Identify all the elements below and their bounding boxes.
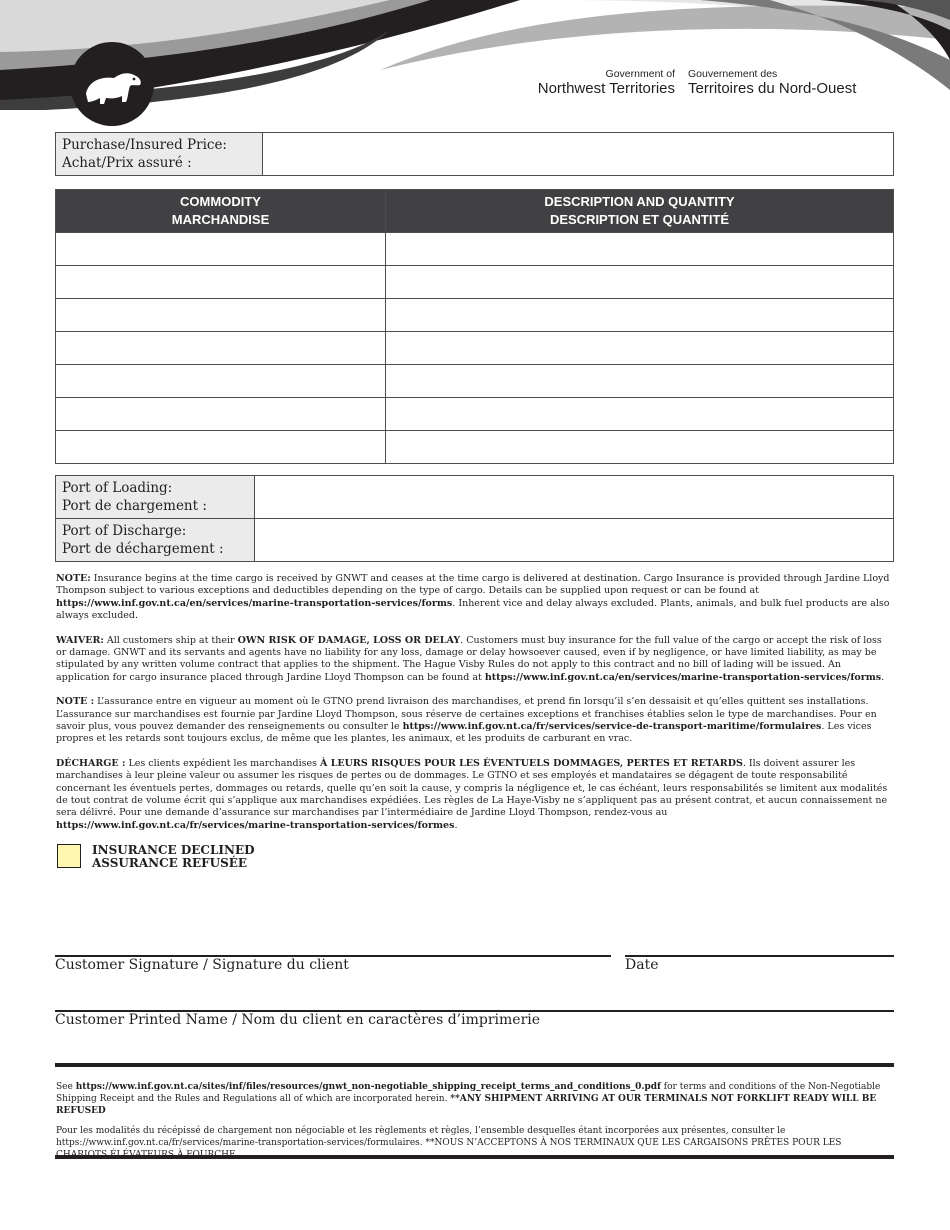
description-header-en: DESCRIPTION AND QUANTITY — [544, 194, 735, 209]
commodity-cell[interactable] — [56, 431, 386, 464]
price-input-cell[interactable] — [263, 133, 894, 176]
port-discharge-label-en: Port of Discharge: — [62, 523, 187, 539]
gnwt-polar-bear-logo — [70, 42, 154, 126]
table-row — [56, 398, 894, 431]
waiver-en-paragraph — [56, 635, 894, 684]
waiver-label: WAIVER: — [56, 634, 104, 646]
gov-fr-big: Territoires du Nord-Ouest — [688, 80, 857, 97]
printed-name-label: Customer Printed Name / Nom du client en caractères d’imprimerie — [55, 1012, 541, 1028]
description-cell[interactable] — [386, 233, 894, 266]
table-row — [56, 233, 894, 266]
price-label — [56, 133, 263, 176]
footer-en-paragraph — [56, 1081, 894, 1117]
footer-fr-paragraph: Pour les modalités du récépissé de chargement non négociable et les règlements et règles, l’ensemble desquelles étant incorporées aux présentes, consulter le https://www.inf.gov.nt.ca/fr/services/marine-transportation-services/formulaires. **NOUS N’ACCEPTONS À NOS TERMINAUX QUE LES CARGAISONS PRÊTES POUR LES — [56, 1126, 842, 1148]
note-fr-link[interactable]: https://www.inf.gov.nt.ca/fr/services/service-de-transport-maritime/formulaires — [402, 720, 822, 732]
commodity-cell[interactable] — [56, 365, 386, 398]
signature-label: Customer Signature / Signature du client — [55, 957, 349, 973]
decharge-text: Les clients expédient les marchandises — [125, 758, 321, 770]
note-text: Insurance begins at the time cargo is received by GNWT and ceases at the time cargo is delivered at destination. Cargo Insurance is provided through Jardine Lloyd Thompson subject to various exceptions and deductibles depending on the type of cargo. Details can be supplied upon request or can be found at — [56, 573, 890, 597]
decharge-bold: À LEURS RISQUES POUR LES ÉVENTUELS DOMMAGES, PERTES ET RETARDS — [320, 758, 743, 770]
port-loading-label-en: Port of Loading: — [62, 480, 173, 496]
footer-en-text: for terms and conditions of the Non-Negotiable Shipping Receipt and the Rules and Regulations all of which are incorporated herein. — [56, 1082, 881, 1104]
insurance-declined-label — [92, 844, 255, 869]
commodity-column-header — [56, 190, 386, 233]
footer-en-see: See — [56, 1082, 76, 1092]
port-loading-label-fr: Port de chargement : — [62, 498, 207, 514]
description-column-header — [386, 190, 894, 233]
table-row — [56, 431, 894, 464]
description-cell[interactable] — [386, 398, 894, 431]
commodity-table — [55, 189, 894, 464]
note-fr-tail: . Les vices propres et les retards sont toujours exclus, de même que les plantes, les animaux, et les produits de carburant en vrac. — [56, 720, 872, 745]
footer-en-bold: **ANY SHIPMENT ARRIVING AT OUR TERMINALS NOT FORKLIFT READY WILL BE REFUSED — [56, 1094, 877, 1116]
price-label-en: Purchase/Insured Price: — [62, 137, 227, 153]
description-cell[interactable] — [386, 431, 894, 464]
decharge-text-2: . Ils doivent assurer les marchandises à leur pleine valeur ou assumer les risques de pertes ou de dommages. Le GTNO et ses employés et mandataires se dégagent de toute responsabilité concernant les éventuels pertes, dommages ou retards, quelle qu’en soit la cause, y compris la négligence et, le cas échéant, leurs responsabilités se limitent aux modalités de tout contrat de volume écrit qui s’applique aux marchandises expédiées. Les règles de La Haye-Visby ne s’appliquent pas au présent contrat, et aucun connaissement ne sera délivré. Pour une demande d’assurance sur marchandises par l’intermédiaire de Jardine Lloyd Thompson, rendez-vous au — [56, 758, 888, 819]
description-cell[interactable] — [386, 299, 894, 332]
footer-top-rule — [55, 1063, 894, 1067]
waiver-text: All customers ship at their — [103, 634, 238, 646]
description-cell[interactable] — [386, 266, 894, 299]
polar-bear-icon — [70, 42, 154, 126]
commodity-cell[interactable] — [56, 398, 386, 431]
table-row — [56, 365, 894, 398]
gov-fr-small: Gouvernement des — [688, 68, 778, 80]
declined-label-en: INSURANCE DECLINED — [92, 843, 255, 857]
declined-label-fr: ASSURANCE REFUSÉE — [92, 855, 248, 870]
footer-bottom-rule — [55, 1155, 894, 1159]
note-fr-paragraph — [56, 696, 894, 745]
decharge-label: DÉCHARGE : — [56, 758, 126, 770]
waiver-link[interactable]: https://www.inf.gov.nt.ca/en/services/marine-transportation-services/forms — [484, 671, 882, 683]
note-fr-text: L’assurance entre en vigueur au moment où le GTNO prend livraison des marchandises, et prend fin lorsqu’il s’en dessaisit et qu’elles quittent ses installations. L’assurance sur marchandises est fournie par Jardine Lloyd Thompson, sous réserve de certaines exceptions et franchises établies selon le type de marchandises. Pour en savoir plus, vous pouvez demander des renseignements ou consulter le — [56, 696, 877, 732]
note-link[interactable]: https://www.inf.gov.nt.ca/en/services/marine-transportation-services/forms — [56, 597, 453, 609]
port-loading-input[interactable] — [255, 476, 894, 519]
notes-section — [56, 573, 894, 844]
table-row — [56, 332, 894, 365]
note-label: NOTE: — [56, 573, 91, 584]
commodity-header-en: COMMODITY — [180, 194, 261, 209]
commodity-cell[interactable] — [56, 299, 386, 332]
note-en-paragraph — [56, 573, 894, 622]
government-name-english — [524, 68, 675, 97]
waiver-bold: OWN RISK OF DAMAGE, LOSS OR DELAY — [237, 634, 461, 646]
commodity-cell[interactable] — [56, 332, 386, 365]
date-label: Date — [625, 957, 659, 973]
port-loading-label — [56, 476, 255, 519]
commodity-header-fr: MARCHANDISE — [171, 212, 270, 227]
ports-table — [55, 475, 894, 562]
table-row — [56, 266, 894, 299]
gov-en-big: Northwest Territories — [537, 80, 675, 97]
decharge-link[interactable]: https://www.inf.gov.nt.ca/fr/services/marine-transportation-services/formes — [56, 819, 455, 831]
port-discharge-input[interactable] — [255, 519, 894, 562]
price-table — [55, 132, 894, 176]
note-fr-label: NOTE : — [56, 696, 95, 708]
commodity-cell[interactable] — [56, 266, 386, 299]
commodity-cell[interactable] — [56, 233, 386, 266]
description-cell[interactable] — [386, 332, 894, 365]
price-label-fr: Achat/Prix assuré : — [62, 155, 192, 171]
port-discharge-label — [56, 519, 255, 562]
port-discharge-label-fr: Port de déchargement : — [62, 541, 224, 557]
government-name-french — [688, 68, 856, 97]
waiver-tail: . — [881, 671, 885, 683]
description-cell[interactable] — [386, 365, 894, 398]
description-header-fr: DESCRIPTION ET QUANTITÉ — [549, 212, 730, 227]
insurance-declined-checkbox[interactable] — [57, 844, 81, 868]
waiver-text-2: . Customers must buy insurance for the full value of the cargo or accept the risk of loss or damage. GNWT and its servants and agents have no liability for any loss, damage or delay howsoever caused, even if by negligence, or have limited liability, as may be stipulated by any written volume contract that applies to the shipment. The Hague Visby Rules do not apply to this contract and no bill of lading will be issued. An application for cargo insurance placed through Jardine Lloyd Thompson can be found at — [56, 634, 882, 683]
gov-en-small: Government of — [605, 68, 675, 80]
commodity-header-row — [56, 190, 894, 233]
decharge-tail: . — [454, 819, 458, 831]
date-line[interactable] — [625, 955, 894, 957]
footer-terms-link[interactable]: https://www.inf.gov.nt.ca/sites/inf/files/resources/gnwt_non-negotiable_shipping_receipt_terms_and_conditions_0.pdf — [75, 1082, 661, 1092]
decharge-fr-paragraph — [56, 758, 894, 832]
note-tail: . Inherent vice and delay always excluded. Plants, animals, and bulk fuel products are also always excluded. — [56, 597, 890, 621]
table-row — [56, 299, 894, 332]
